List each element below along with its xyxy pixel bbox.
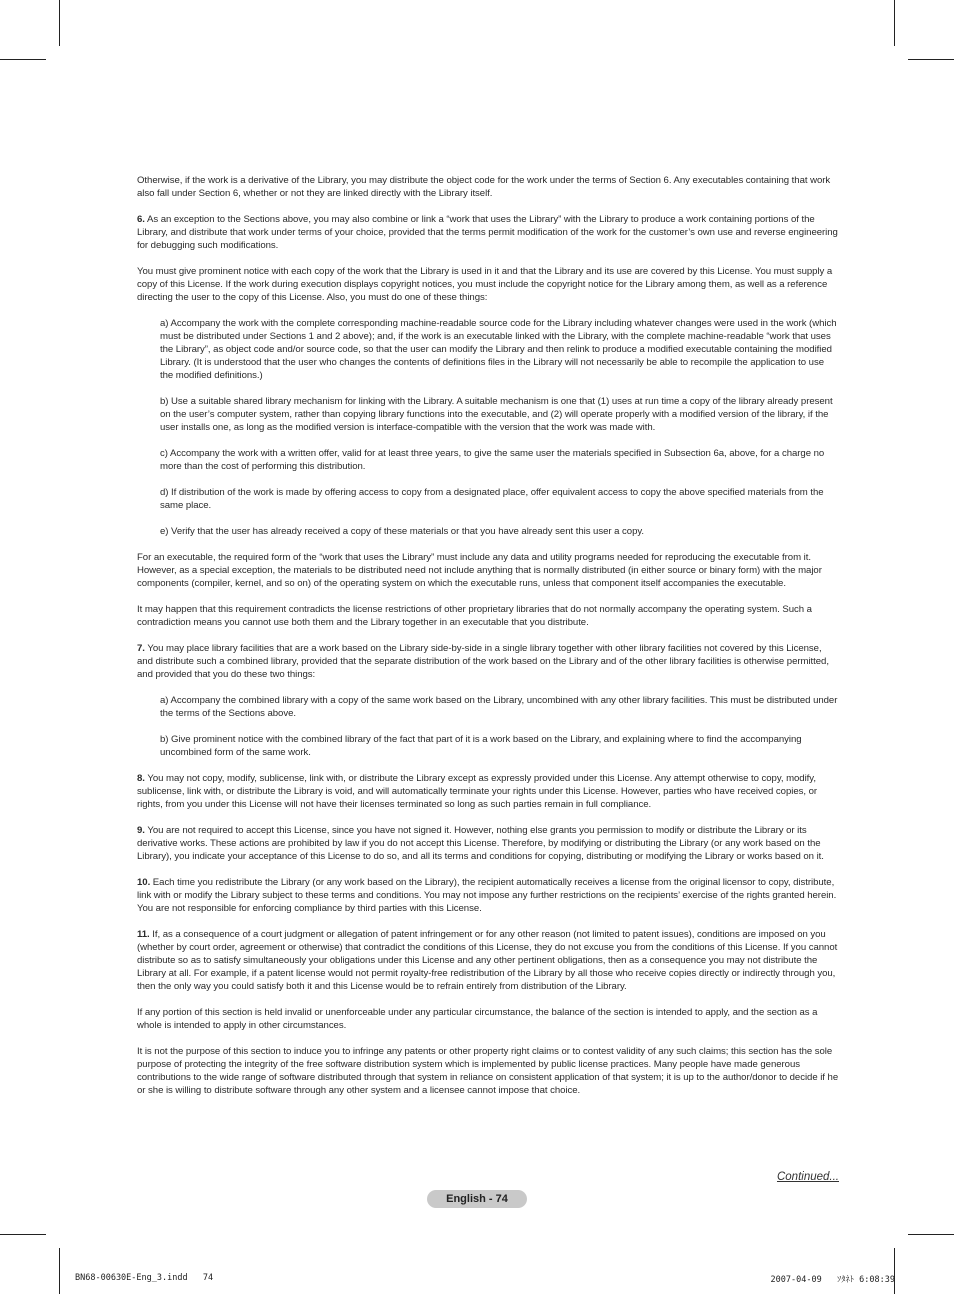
- paragraph: Otherwise, if the work is a derivative of the Library, you may distribute the object code for the work under the terms of Section 6. Any executables containing that work also fall under Section 6, whether or not they are linked directly with the Library itself.: [137, 175, 831, 199]
- crop-mark: [59, 0, 60, 46]
- paragraph: You must give prominent notice with each copy of the work that the Library is used in it and that the Library and its use are covered by this License. You must supply a copy of this License. If the work during execution displays copyright notices, you must include the copyright notice for the Library among them, as well as a reference directing the user to the copy of this License. Also, you must do one of these things:: [137, 266, 833, 303]
- license-text: [137, 174, 839, 1097]
- section-6-paragraph: 6. As an exception to the Sections above, you may also combine or link a “work that uses the Library” with the Library to produce a work containing portions of the Library, and distribute that work under terms of your choice, provided that the terms permit modification of the work for the customer’s own use and reverse engineering for debugging such modifications.: [137, 214, 838, 251]
- crop-mark: [0, 59, 46, 60]
- section-number: 9.: [137, 825, 145, 836]
- page-number-badge: English - 74: [427, 1190, 527, 1208]
- section-number: 11.: [137, 929, 150, 940]
- section-9-paragraph: 9. You are not required to accept this License, since you have not signed it. However, nothing else grants you permission to modify or distribute the Library or its derivative works. These actions are prohibited by law if you do not accept this License. Therefore, by modifying or distributing the Library (or any work based on the Library), you indicate your acceptance of this License to do so, and all its terms and conditions for copying, distributing or modifying the Library or works based on it.: [137, 825, 824, 862]
- list-item: d) If distribution of the work is made by offering access to copy from a designated place, offer equivalent access to copy the above specified materials from the same place.: [160, 487, 824, 511]
- crop-mark: [908, 59, 954, 60]
- paragraph: It is not the purpose of this section to induce you to infringe any patents or other property right claims or to contest validity of any such claims; this section has the sole purpose of protecting the integrity of the free software distribution system which is implemented by public license practices. Many people have made generous contributions to the wide range of software distributed through that system in reliance on consistent application of that system; it is up to the author/donor to decide if he or she is willing to distribute software through any other system and a licensee cannot impose that choice.: [137, 1046, 839, 1096]
- section-8-paragraph: 8. You may not copy, modify, sublicense, link with, or distribute the Library except as expressly provided under this License. Any attempt otherwise to copy, modify, sublicense, link with, or distribute the Library is void, and will automatically terminate your rights under this License. However, parties who have received copies, or rights, from you under this License will not have their licenses terminated so long as such parties remain in full compliance.: [137, 773, 818, 810]
- crop-mark: [894, 1248, 895, 1294]
- crop-mark: [0, 1234, 46, 1235]
- paragraph: If any portion of this section is held invalid or unenforceable under any particular circumstance, the balance of the section is intended to apply, and the section as a whole is intended to apply in other circumstances.: [137, 1007, 818, 1031]
- section-number: 8.: [137, 773, 145, 784]
- section-number: 7.: [137, 643, 145, 654]
- list-item: b) Use a suitable shared library mechanism for linking with the Library. A suitable mechanism is one that (1) uses at run time a copy of the library already present on the user’s computer system, rather than copying library functions into the executable, and (2) will operate properly with a modified version of the library, if the user installs one, as long as the modified version is interface-compatible with the version that the work was made with.: [160, 396, 833, 433]
- section-10-paragraph: 10. Each time you redistribute the Library (or any work based on the Library), the recipient automatically receives a license from the original licensor to copy, distribute, link with or modify the Library subject to these terms and conditions. You may not impose any further restrictions on the recipients’ exercise of the rights granted herein. You are not responsible for enforcing compliance by third parties with this License.: [137, 877, 837, 914]
- list-item: b) Give prominent notice with the combined library of the fact that part of it is a work based on the Library, and explaining where to find the accompanying uncombined form of the same work.: [160, 734, 802, 758]
- section-7-paragraph: 7. You may place library facilities that are a work based on the Library side-by-side in a single library together with other library facilities not covered by this License, and distribute such a combined library, provided that the separate distribution of the work based on the Library and of the other library facilities is otherwise permitted, and provided that you do these two things:: [137, 643, 829, 680]
- paragraph: It may happen that this requirement contradicts the license restrictions of other proprietary libraries that do not normally accompany the operating system. Such a contradiction means you cannot use both them and the Library together in an executable that you distribute.: [137, 604, 812, 628]
- crop-mark: [908, 1234, 954, 1235]
- continued-note: Continued...: [776, 1171, 839, 1183]
- print-slug-timestamp: 2007-04-09 ｿﾀﾈﾄ 6:08:39: [770, 1275, 895, 1285]
- print-slug-file: BN68-00630E-Eng_3.indd 74: [75, 1273, 214, 1283]
- list-item: e) Verify that the user has already received a copy of these materials or that you have already sent this user a copy.: [160, 526, 645, 537]
- list-item: c) Accompany the work with a written offer, valid for at least three years, to give the same user the materials specified in Subsection 6a, above, for a charge no more than the cost of performing this distribution.: [160, 448, 825, 472]
- list-item: a) Accompany the combined library with a copy of the same work based on the Library, uncombined with any other library facilities. This must be distributed under the terms of the Sections above.: [160, 695, 838, 719]
- section-number: 6.: [137, 214, 145, 225]
- crop-mark: [894, 0, 895, 46]
- section-number: 10.: [137, 877, 151, 888]
- paragraph: For an executable, the required form of the “work that uses the Library” must include any data and utility programs needed for reproducing the executable from it. However, as a special exception, the materials to be distributed need not include anything that is normally distributed (in either source or binary form) with the major components (compiler, kernel, and so on) of the operating system on which the executable runs, unless that component itself accompanies the executable.: [137, 552, 822, 589]
- crop-mark: [59, 1248, 60, 1294]
- list-item: a) Accompany the work with the complete corresponding machine-readable source code for the Library including whatever changes were used in the work (which must be distributed under Sections 1 and 2 above); and, if the work is an executable linked with the Library, with the complete machine-readable “work that uses the Library”, as object code and/or source code, so that the user can modify the Library and then relink to produce a modified executable containing the modified Library. (It is understood that the user who changes the contents of definitions files in the Library will not necessarily be able to recompile the application to use the modified definitions.): [160, 318, 837, 381]
- section-11-paragraph: 11. If, as a consequence of a court judgment or allegation of patent infringement or for any other reason (not limited to patent issues), conditions are imposed on you (whether by court order, agreement or otherwise) that contradict the conditions of this License, they do not excuse you from the conditions of this License. If you cannot distribute so as to satisfy simultaneously your obligations under this License and any other pertinent obligations, then as a consequence you may not distribute the Library at all. For example, if a patent license would not permit royalty-free redistribution of the Library by all those who receive copies directly or indirectly through you, then the only way you could satisfy both it and this License would be to refrain entirely from distribution of the Library.: [137, 929, 838, 992]
